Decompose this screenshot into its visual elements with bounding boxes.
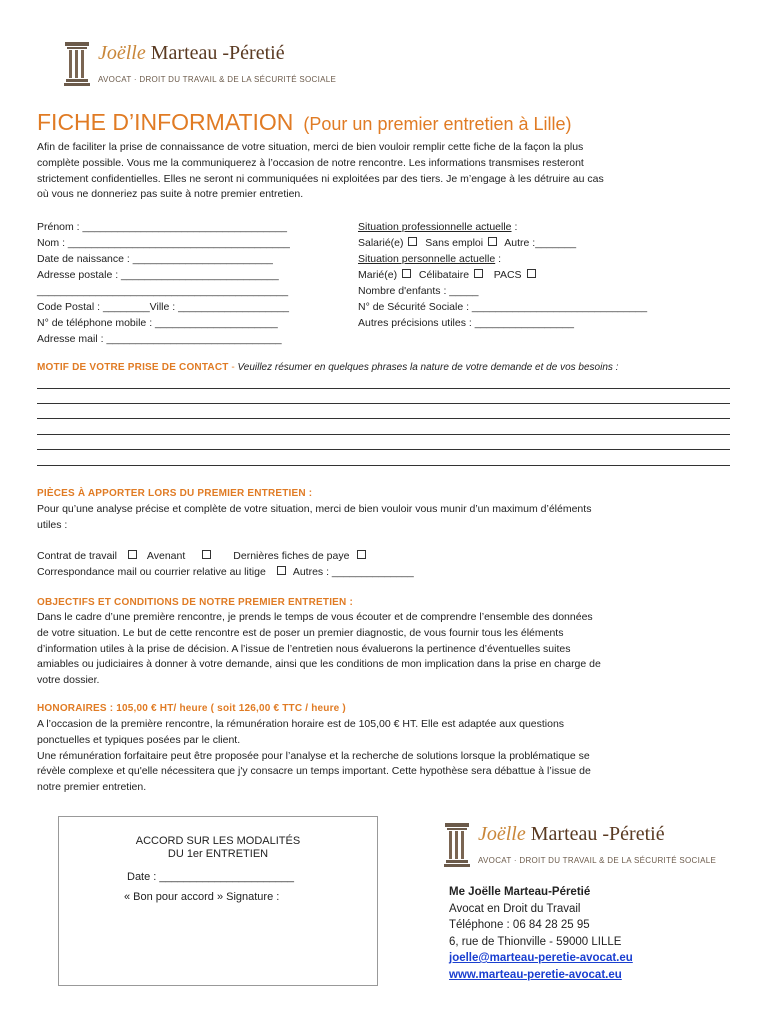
motif-line[interactable] (37, 388, 730, 389)
honoraires-heading: HONORAIRES : 105,00 € HT/ heure ( soit 126,00 € TTC / heure ) (37, 703, 346, 714)
contact-name: Me Joëlle Marteau-Péretié (449, 886, 591, 898)
pieces-heading: PIÈCES À APPORTER LORS DU PREMIER ENTRETIEN : (37, 488, 313, 499)
salarie-label: Salarié(e) (358, 237, 404, 249)
fiches-paye-checkbox[interactable] (357, 550, 366, 559)
marie-checkbox[interactable] (402, 269, 411, 278)
avenant-checkbox[interactable] (202, 550, 211, 559)
fiches-paye-label: Dernières fiches de paye (233, 550, 350, 562)
agreement-date-field[interactable]: Date : ______________________ (127, 871, 294, 883)
contact-role: Avocat en Droit du Travail (449, 902, 581, 915)
honoraires-paragraph: A l’occasion de la première rencontre, la rémunération horaire est de 105,00 € HT. Elle est adaptée aux questions ponctuelles et typiques posées par le client. Une rémunération forfaitaire peut être proposée pour l’analyse et la recherche de solutions lorsque la problématique se révèle complexe et qu'elle nécessitera que j'y consacre un temps important. Cette hypothèse sera débattue à l’issue de notre premier entretien. (37, 718, 591, 794)
header-logo (64, 40, 364, 90)
avenant-label: Avenant (146, 550, 186, 562)
contact-block (449, 884, 633, 983)
postal-code-city-field[interactable]: Code Postal : ________Ville : ___________________ (37, 301, 290, 313)
sans-emploi-label: Sans emploi (425, 237, 484, 249)
intro-line: où vous ne donneriez pas suite à notre premier entretien. (37, 188, 304, 201)
address-field[interactable]: Adresse postale : ___________________________ (37, 269, 279, 281)
pillar-logo-icon (444, 823, 470, 867)
celibataire-checkbox[interactable] (474, 269, 483, 278)
motif-line[interactable] (37, 434, 730, 435)
situation-pro-options (358, 235, 647, 251)
objectifs-heading: OBJECTIFS ET CONDITIONS DE NOTRE PREMIER ENTRETIEN : (37, 597, 353, 608)
contact-email-link[interactable]: joelle@marteau-peretie-avocat.eu (449, 952, 633, 964)
intro-line: Afin de faciliter la prise de connaissance de votre situation, merci de bien vouloir remplir cette fiche de la façon la plus (37, 141, 584, 153)
agreement-signature-field[interactable]: « Bon pour accord » Signature : (124, 891, 280, 903)
prenom-field[interactable]: Prénom : ___________________________________ (37, 221, 287, 233)
contrat-label: Contrat de travail (37, 550, 117, 562)
intro-paragraph (37, 140, 737, 203)
autres-field[interactable]: Autres : ______________ (292, 566, 414, 578)
email-field[interactable]: Adresse mail : ______________________________ (37, 333, 282, 345)
pillar-logo-icon (64, 42, 90, 86)
logo-subtitle: AVOCAT · DROIT DU TRAVAIL & DE LA SÉCURITÉ SOCIALE (98, 75, 337, 84)
footer-logo-name: Joëlle Marteau -Péretié (478, 823, 665, 845)
contrat-checkbox[interactable] (128, 550, 137, 559)
autre-situation-field[interactable]: Autre :_______ (504, 237, 577, 249)
situation-form (358, 219, 647, 331)
birthdate-field[interactable]: Date de naissance : ________________________ (37, 253, 273, 265)
agreement-box (58, 816, 378, 986)
page-title-sub: (Pour un premier entretien à Lille) (303, 114, 572, 134)
mobile-phone-field[interactable]: N° de téléphone mobile : _____________________ (37, 317, 278, 329)
pacs-checkbox[interactable] (527, 269, 536, 278)
sans-emploi-checkbox[interactable] (488, 237, 497, 246)
pieces-text: Pour qu’une analyse précise et complète de votre situation, merci de bien vouloir vous munir d’un maximum d’éléments utiles : (37, 503, 592, 531)
motif-line[interactable] (37, 403, 730, 404)
pieces-checklist-row1 (37, 549, 368, 565)
intro-line: strictement confidentielles. Elles ne seront ni communiquées ni exploitées par des tiers. Je m’engage à les détruire au cas (37, 172, 604, 185)
situation-perso-options (358, 267, 647, 283)
celibataire-label: Célibataire (418, 269, 470, 281)
motif-line[interactable] (37, 465, 730, 466)
children-count-field[interactable]: Nombre d'enfants : _____ (358, 285, 479, 297)
salarie-checkbox[interactable] (408, 237, 417, 246)
intro-line: complète possible. Vous me la communiquerez à l’occasion de notre rencontre. Les informations transmises resteront (37, 156, 584, 169)
correspondance-checkbox[interactable] (277, 566, 286, 575)
situation-perso-heading: Situation personnelle actuelle : (358, 253, 502, 265)
address-field-line2[interactable]: ___________________________________________ (37, 285, 289, 297)
contact-address: 6, rue de Thionville - 59000 LILLE (449, 935, 622, 948)
page-title-main: FICHE D’INFORMATION (37, 109, 294, 135)
agreement-title: ACCORD SUR LES MODALITÉS DU 1er ENTRETIEN (135, 835, 301, 860)
objectifs-paragraph: Dans le cadre d’une première rencontre, je prends le temps de vous écouter et de comprendre l’ensemble des données de votre situation. Le but de cette rencontre est de poser un premier diagnostic, de vous fournir tous les éléments d’information utiles à la prise de décision. A l’issue de l’entretien nous évaluerons la pertinence d’éventuelles suites amiables ou judiciaires à donner à votre demande, ainsi que les conditions de mon implication dans la prise en charge de votre dossier. (37, 611, 601, 687)
pacs-label: PACS (493, 269, 522, 281)
page-title (37, 109, 572, 136)
pieces-checklist-row2 (37, 565, 414, 581)
motif-line[interactable] (37, 418, 730, 419)
logo-last-name: Marteau -Péretié (150, 42, 285, 64)
contact-website-link[interactable]: www.marteau-peretie-avocat.eu (449, 968, 622, 981)
logo-first-name: Joëlle (98, 42, 146, 64)
personal-info-form (37, 219, 290, 347)
nom-field[interactable]: Nom : ______________________________________ (37, 237, 290, 249)
contact-phone: Téléphone : 06 84 28 25 95 (449, 919, 590, 931)
situation-pro-heading: Situation professionnelle actuelle : (358, 221, 518, 233)
logo-name (98, 42, 285, 65)
marie-label: Marié(e) (358, 269, 398, 281)
correspondance-label: Correspondance mail ou courrier relative au litige (37, 566, 266, 578)
footer-logo-subtitle: AVOCAT · DROIT DU TRAVAIL & DE LA SÉCURITÉ SOCIALE (478, 856, 717, 865)
motif-line[interactable] (37, 449, 730, 450)
social-security-field[interactable]: N° de Sécurité Sociale : ______________________________ (358, 301, 648, 313)
footer-logo (444, 821, 744, 871)
motif-heading: MOTIF DE VOTRE PRISE DE CONTACT - Veuillez résumer en quelques phrases la nature de votre demande et de vos besoins : (37, 362, 619, 373)
other-details-field[interactable]: Autres précisions utiles : _________________ (358, 317, 574, 329)
